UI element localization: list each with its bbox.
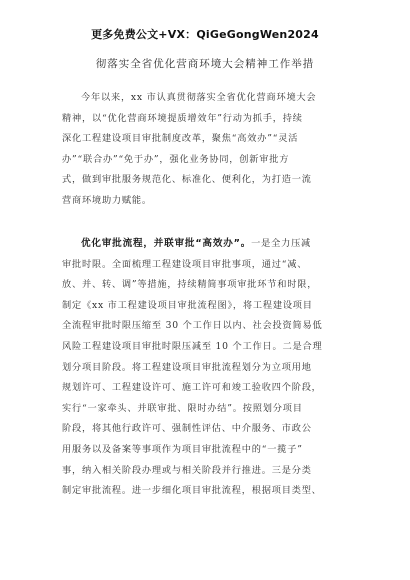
- paragraph-approval: [62, 234, 362, 502]
- paragraph-line: 精神，以“优化营商环境提质增效年”行动为抓手，持续: [62, 112, 303, 124]
- paragraph-line: 放、并、转、调”等措施，持续精简事项审批环节和时限，: [62, 279, 318, 291]
- promo-header: 更多免费公文+VX：QiGeGongWen2024: [91, 28, 319, 41]
- paragraph-line-rest: 一是全力压减: [251, 238, 312, 249]
- paragraph-line: 全流程审批时限压缩至 30 个工作日以内、社会投资简易低: [62, 320, 323, 332]
- paragraph-line: 今年以来，xx 市认真贯彻落实全省优化营商环境大会: [81, 92, 317, 103]
- paragraph-line: 阶段，将其他行政许可、强制性评估、中介服务、市政公: [62, 423, 312, 435]
- paragraph-line: 式，做到审批服务规范化、标准化、便利化，为打造一流: [62, 174, 312, 186]
- paragraph-line: 办”“联合办”“免于办”，强化业务协同，创新审批方: [62, 153, 290, 165]
- paragraph-line: 规划许可、工程建设许可、施工许可和竣工验收四个阶段，: [62, 382, 322, 394]
- paragraph-line: 营商环境助力赋能。: [62, 194, 152, 206]
- paragraph-line: 实行“一家牵头、并联审批、限时办结”。按照划分项目: [62, 402, 303, 414]
- section-lead-heading: 优化审批流程，并联审批“高效办”。: [81, 238, 252, 249]
- paragraph-line: 制定审批流程。进一步细化项目审批流程，根据项目类型、: [62, 485, 322, 497]
- paragraph-first-line: [62, 234, 362, 255]
- paragraph-line: 风险工程建设项目审批时限压减至 10 个工作日。二是合理: [62, 340, 323, 352]
- paragraph-line: 深化工程建设项目审批制度改革，聚焦“高效办”“灵活: [62, 133, 299, 145]
- paragraph-line: 审批时限。全面梳理工程建设项目审批事项，通过“减、: [62, 258, 308, 270]
- paragraph-line: 制定《xx 市工程建设项目审批流程图》，将工程建设项目: [62, 299, 313, 311]
- paragraph-line: 用服务以及备案等事项作为项目审批流程中的“一揽子”: [62, 443, 303, 455]
- paragraph-line: 事，纳入相关阶段办理或与相关阶段并行推进。三是分类: [62, 464, 312, 476]
- paragraph-line: 划分项目阶段。将工程建设项目审批流程划分为立项用地: [62, 361, 312, 373]
- paragraph-intro: [62, 88, 362, 212]
- document-title: 彻落实全省优化营商环境大会精神工作举措: [95, 58, 315, 70]
